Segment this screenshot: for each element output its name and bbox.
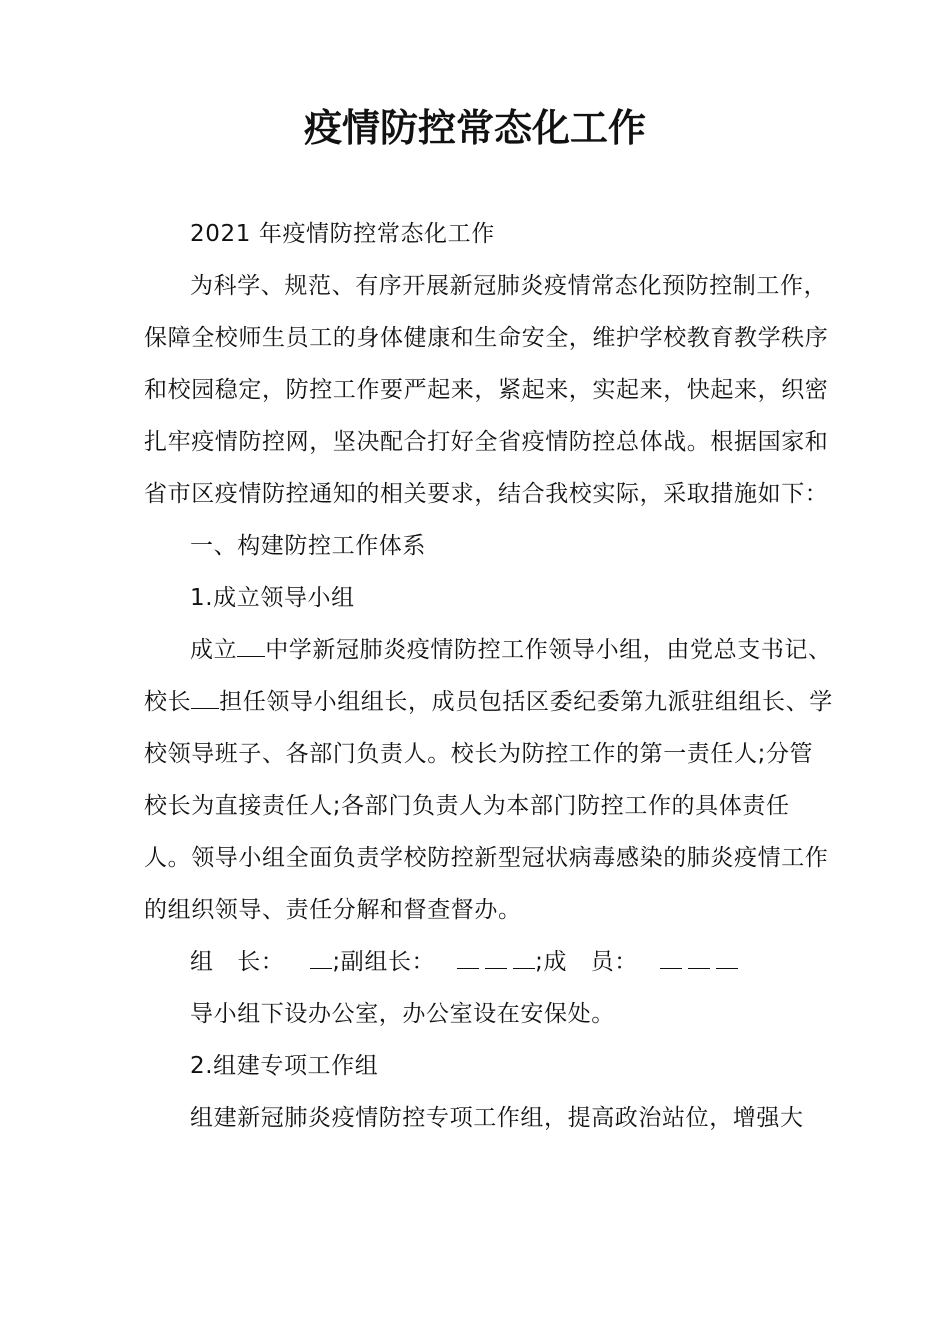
deputy-label: ;副组长： — [332, 949, 436, 975]
paragraph-leader-group — [144, 624, 834, 936]
subsection-heading-1: 1.成立领导小组 — [190, 585, 355, 611]
paragraph-intro: 为科学、规范、有序开展新冠肺炎疫情常态化预防控制工作，保障全校师生员工的身体健康和生命安全，维护学校教育教学秩序和校园稳定，防控工作要严起来，紧起来，实起来，快起来，织密扎牢疫情防控网，坚决配合打好全省疫情防控总体战。根据国家和省市区疫情防控通知的相关要求，结合我校实际，采取措施如下： — [144, 273, 829, 507]
leader-label: 组 长： — [190, 949, 285, 975]
document-title: 疫情防控常态化工作 — [303, 106, 646, 150]
leader-para-part1: 成立 — [190, 637, 238, 663]
leader-para-part2: 中学新冠肺炎疫情防控工作领导小组，由党总支书记、校长 — [144, 637, 832, 715]
blank-member-2 — [688, 950, 710, 969]
blank-principal-name — [191, 690, 219, 709]
subsection-heading-2: 2.组建专项工作组 — [190, 1053, 379, 1079]
section-heading-1: 一、构建防控工作体系 — [190, 533, 426, 559]
blank-member-3 — [716, 950, 738, 969]
blank-school-name — [237, 638, 265, 657]
document-body — [144, 208, 834, 1144]
member-label: ;成 员： — [535, 949, 638, 975]
blank-deputy-3 — [513, 950, 535, 969]
paragraph-year-heading: 2021 年疫情防控常态化工作 — [190, 221, 495, 247]
leader-para-part3: 担任领导小组组长，成员包括区委纪委第九派驻组组长、学校领导班子、各部门负责人。校长为防控工作的第一责任人;分管校长为直接责任人;各部门负责人为本部门防控工作的具体责任人。领导小组全面负责学校防控新型冠状病毒感染的肺炎疫情工作的组织领导、责任分解和督查督办。 — [144, 689, 833, 923]
paragraph-special-group: 组建新冠肺炎疫情防控专项工作组，提高政治站位，增强大 — [190, 1105, 804, 1131]
blank-leader — [310, 950, 332, 969]
blank-deputy-2 — [485, 950, 507, 969]
blank-deputy-1 — [457, 950, 479, 969]
blank-member-1 — [660, 950, 682, 969]
members-line — [144, 936, 834, 988]
paragraph-office: 导小组下设办公室，办公室设在安保处。 — [190, 1001, 615, 1027]
